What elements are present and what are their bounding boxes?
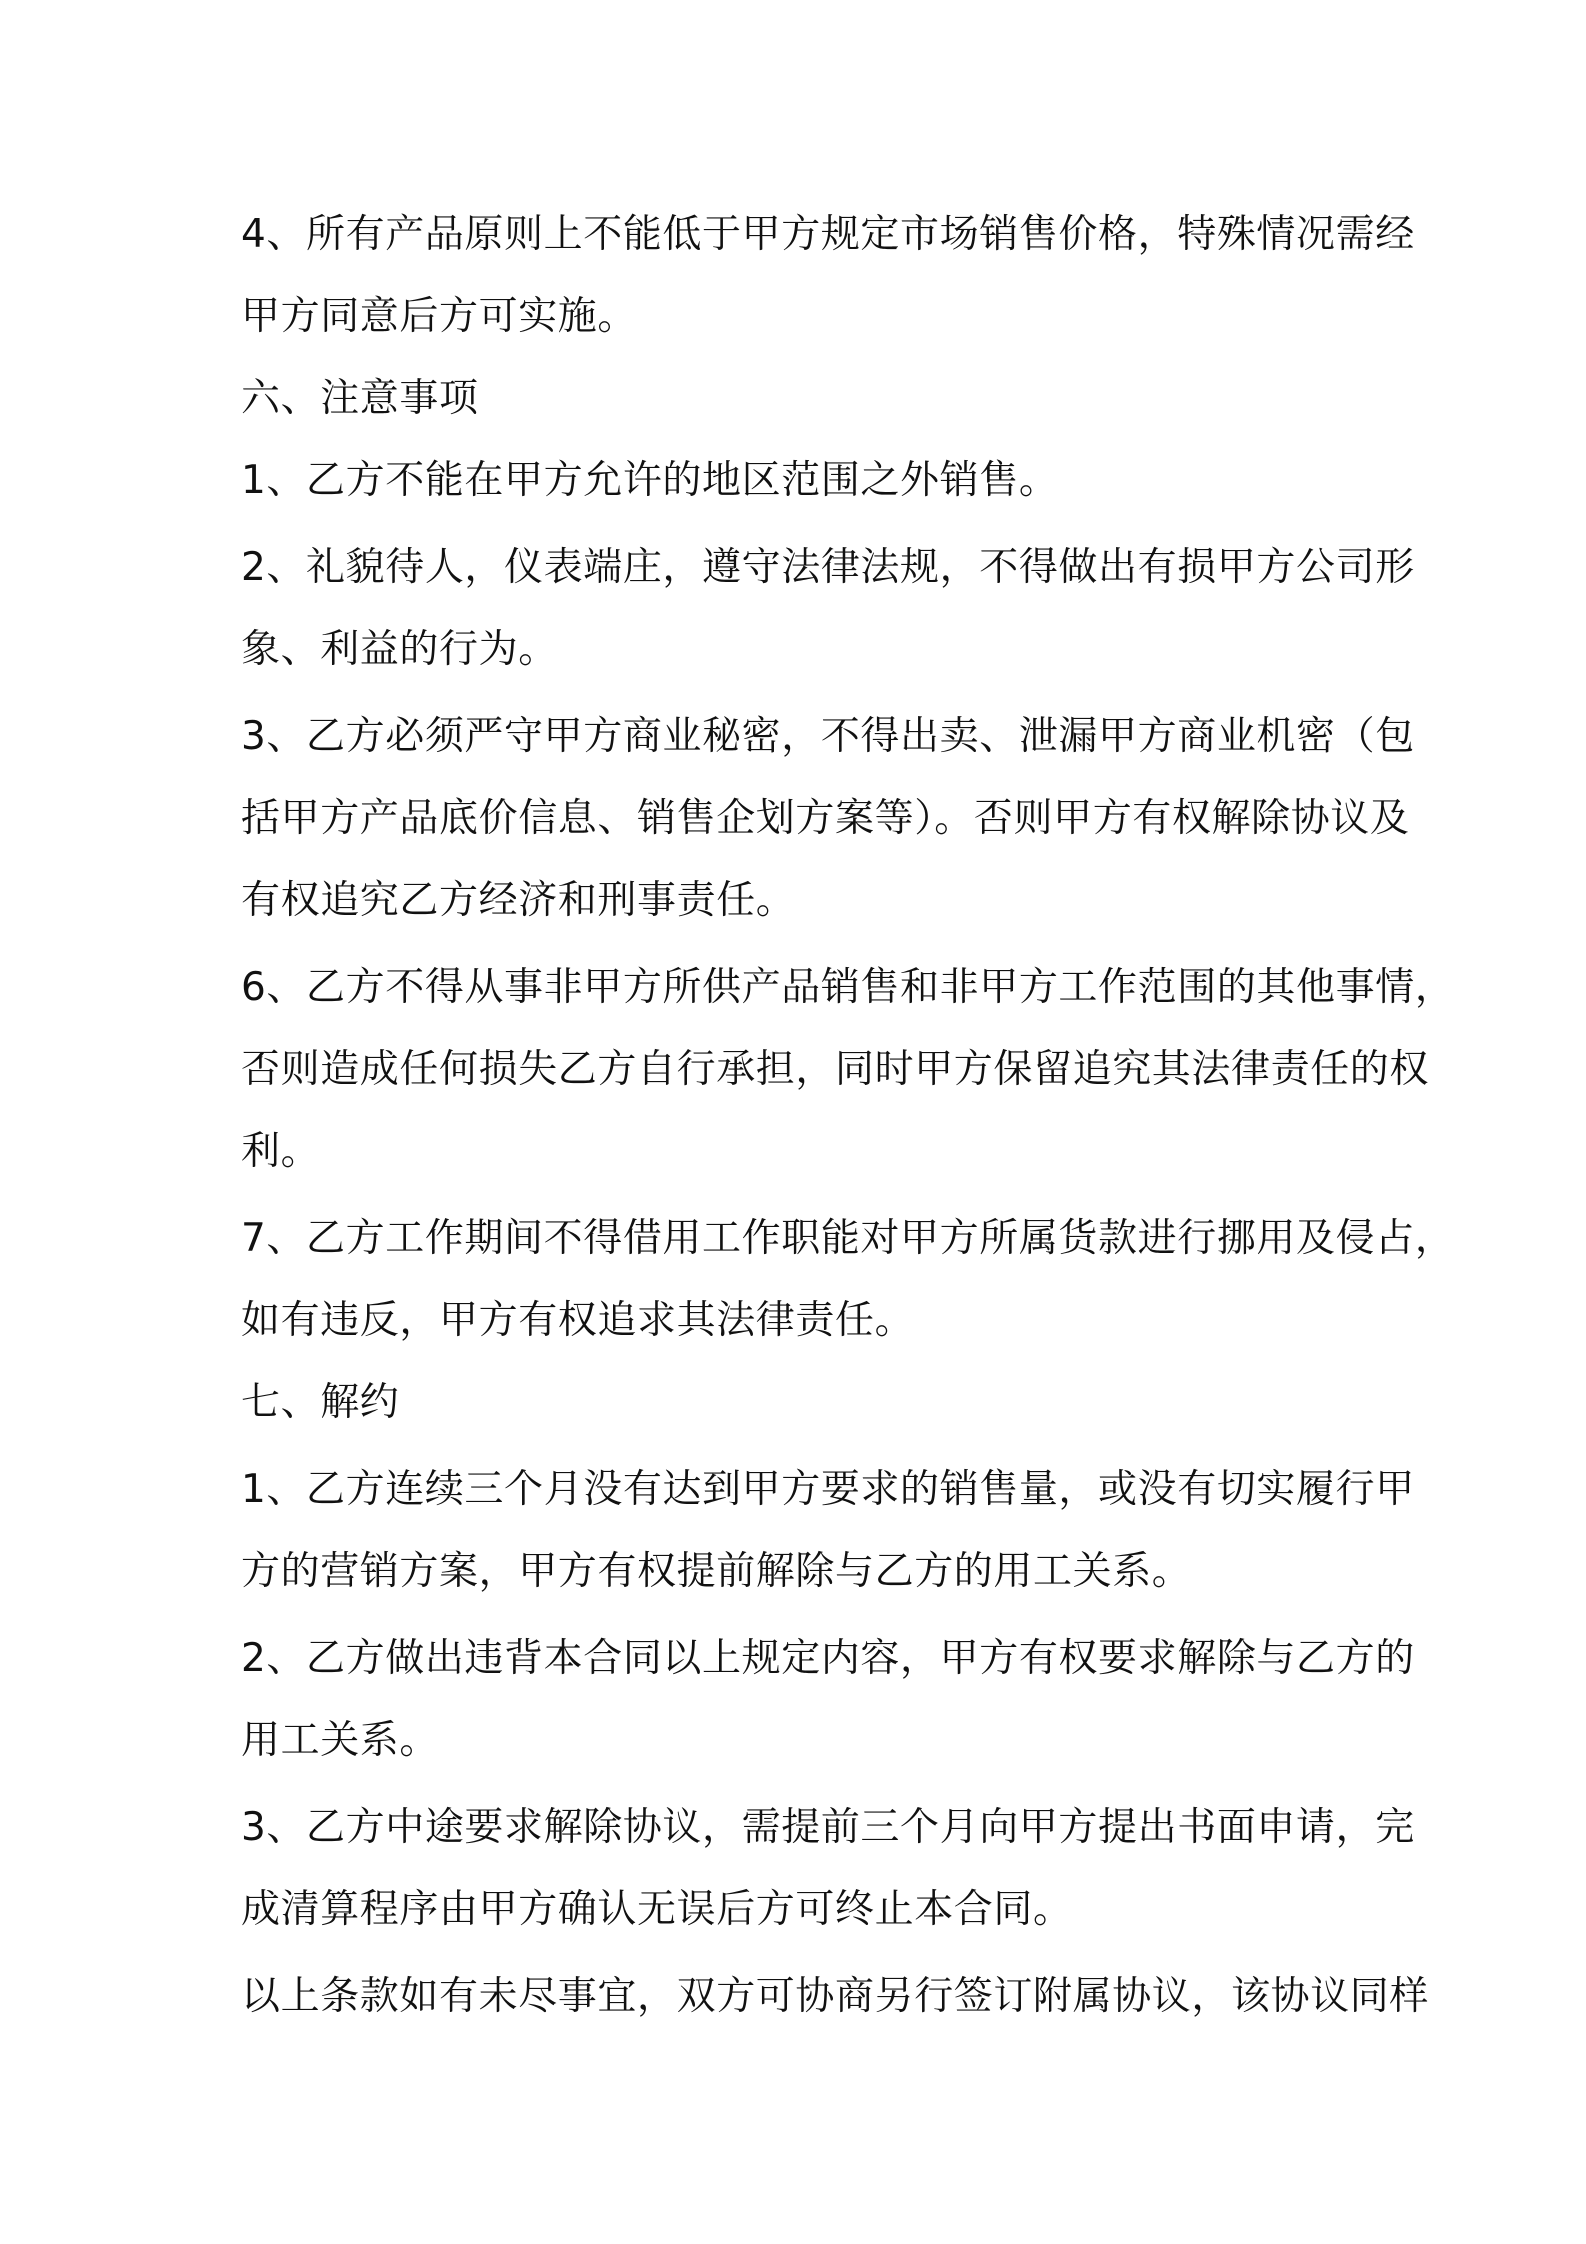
text-line: 有权追究乙方经济和刑事责任。 <box>241 878 796 923</box>
text-line: 以上条款如有未尽事宜，双方可协商另行签订附属协议，该协议同样 <box>241 1974 1430 2019</box>
text-line: 7、乙方工作期间不得借用工作职能对甲方所属货款进行挪用及侵占， <box>241 1216 1455 1261</box>
text-line: 否则造成任何损失乙方自行承担，同时甲方保留追究其法律责任的权 <box>241 1047 1430 1092</box>
text-line: 括甲方产品底价信息、销售企划方案等）。否则甲方有权解除协议及 <box>241 796 1410 841</box>
section-heading: 七、解约 <box>241 1380 400 1425</box>
text-line: 2、礼貌待人，仪表端庄，遵守法律法规，不得做出有损甲方公司形 <box>241 545 1415 590</box>
text-line: 如有违反，甲方有权追求其法律责任。 <box>241 1298 915 1343</box>
text-line: 4、所有产品原则上不能低于甲方规定市场销售价格，特殊情况需经 <box>241 212 1415 257</box>
text-line: 利。 <box>241 1129 321 1174</box>
text-line: 3、乙方必须严守甲方商业秘密，不得出卖、泄漏甲方商业机密（包 <box>241 714 1415 759</box>
text-line: 成清算程序由甲方确认无误后方可终止本合同。 <box>241 1887 1073 1932</box>
text-line: 1、乙方不能在甲方允许的地区范围之外销售。 <box>241 458 1059 503</box>
text-line: 3、乙方中途要求解除协议，需提前三个月向甲方提出书面申请，完 <box>241 1805 1415 1850</box>
text-line: 用工关系。 <box>241 1718 440 1763</box>
section-heading: 六、注意事项 <box>241 376 479 421</box>
text-line: 2、乙方做出违背本合同以上规定内容，甲方有权要求解除与乙方的 <box>241 1636 1415 1681</box>
text-line: 1、乙方连续三个月没有达到甲方要求的销售量，或没有切实履行甲 <box>241 1467 1415 1512</box>
text-line: 象、利益的行为。 <box>241 627 558 672</box>
text-line: 方的营销方案，甲方有权提前解除与乙方的用工关系。 <box>241 1549 1192 1594</box>
text-line: 甲方同意后方可实施。 <box>241 294 638 339</box>
text-line: 6、乙方不得从事非甲方所供产品销售和非甲方工作范围的其他事情， <box>241 965 1455 1010</box>
